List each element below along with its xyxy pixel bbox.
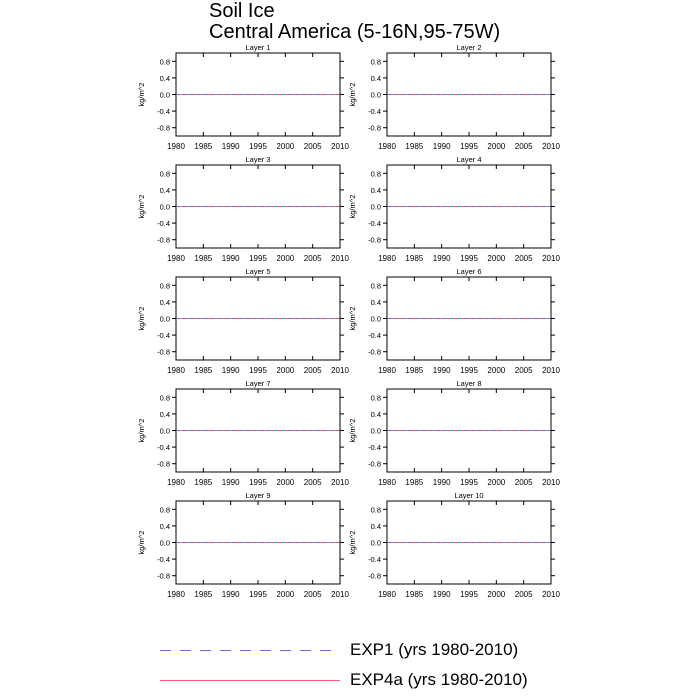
x-tick-label: 1995 <box>249 142 267 151</box>
x-tick-label: 1990 <box>432 142 451 151</box>
y-tick-label: -0.4 <box>157 219 170 229</box>
x-tick-label: 1985 <box>405 254 424 263</box>
x-tick-label: 1985 <box>405 478 424 487</box>
x-tick-label: 1990 <box>221 254 240 263</box>
y-tick-label: 0.0 <box>370 90 381 100</box>
y-tick-label: 0.0 <box>159 314 170 324</box>
y-tick-label: 0.4 <box>159 297 170 307</box>
y-axis-label: kg/m^2 <box>348 82 357 107</box>
panel-title: Layer 7 <box>245 379 271 388</box>
x-tick-label: 1985 <box>405 590 424 599</box>
x-tick-label: 2005 <box>514 478 533 487</box>
x-tick-label: 2005 <box>514 254 533 263</box>
x-tick-label: 1995 <box>460 590 478 599</box>
x-tick-label: 1985 <box>194 590 213 599</box>
y-tick-label: 0.4 <box>370 297 381 307</box>
panel-layer-6 <box>348 267 560 375</box>
legend-line-exp4a <box>160 679 342 682</box>
y-tick-label: 0.4 <box>159 185 170 195</box>
panel-layer-5 <box>137 267 349 375</box>
x-tick-label: 2010 <box>542 590 560 599</box>
x-tick-label: 1995 <box>249 478 267 487</box>
panel-title: Layer 6 <box>456 267 482 276</box>
panel-title: Layer 4 <box>456 155 482 164</box>
y-tick-label: -0.4 <box>368 219 381 229</box>
x-tick-label: 2010 <box>331 478 349 487</box>
x-tick-label: 2000 <box>276 142 295 151</box>
panel-title: Layer 2 <box>456 43 482 52</box>
y-tick-label: 0.8 <box>370 57 381 67</box>
x-tick-label: 2000 <box>276 366 295 375</box>
x-tick-label: 1990 <box>432 478 451 487</box>
x-tick-label: 2000 <box>487 254 506 263</box>
panel-layer-3 <box>137 155 349 263</box>
y-tick-label: 0.8 <box>370 281 381 291</box>
x-tick-label: 1980 <box>378 142 396 151</box>
figure-subtitle: Central America (5-16N,95-75W) <box>209 21 501 43</box>
y-tick-label: -0.4 <box>157 331 170 341</box>
y-tick-label: 0.8 <box>370 505 381 515</box>
x-tick-label: 2000 <box>276 478 295 487</box>
y-tick-label: -0.4 <box>368 331 381 341</box>
x-tick-label: 2005 <box>303 478 322 487</box>
y-axis-label: kg/m^2 <box>348 418 357 443</box>
x-tick-label: 1980 <box>167 590 185 599</box>
legend-line-exp1 <box>160 649 342 652</box>
y-axis-label: kg/m^2 <box>137 530 146 555</box>
y-tick-label: -0.8 <box>157 459 170 469</box>
x-tick-label: 1995 <box>460 142 478 151</box>
x-tick-label: 2010 <box>331 590 349 599</box>
y-tick-label: -0.8 <box>157 347 170 357</box>
y-axis-label: kg/m^2 <box>137 194 146 219</box>
legend-label-exp4a: EXP4a (yrs 1980-2010) <box>350 670 528 689</box>
y-axis-label: kg/m^2 <box>137 82 146 107</box>
x-tick-label: 1990 <box>432 590 451 599</box>
y-tick-label: 0.0 <box>370 202 381 212</box>
y-tick-label: 0.8 <box>159 505 170 515</box>
y-tick-label: 0.4 <box>370 409 381 419</box>
x-tick-label: 2005 <box>514 366 533 375</box>
legend-entry-exp1 <box>160 638 580 662</box>
x-tick-label: 1980 <box>167 478 185 487</box>
y-tick-label: -0.8 <box>368 235 381 245</box>
panel-title: Layer 9 <box>245 491 271 500</box>
y-tick-label: -0.4 <box>368 443 381 453</box>
x-tick-label: 2010 <box>331 254 349 263</box>
y-tick-label: -0.8 <box>368 459 381 469</box>
y-tick-label: 0.8 <box>159 57 170 67</box>
x-tick-label: 1990 <box>432 366 451 375</box>
y-tick-label: -0.8 <box>157 571 170 581</box>
x-tick-label: 1995 <box>249 366 267 375</box>
x-tick-label: 1995 <box>460 254 478 263</box>
y-tick-label: -0.4 <box>368 107 381 117</box>
panel-layer-4 <box>348 155 560 263</box>
panel-layer-9 <box>137 491 349 599</box>
y-tick-label: 0.4 <box>370 185 381 195</box>
y-tick-label: 0.8 <box>370 169 381 179</box>
x-tick-label: 1985 <box>194 478 213 487</box>
y-tick-label: 0.0 <box>159 202 170 212</box>
x-tick-label: 2010 <box>331 142 349 151</box>
x-tick-label: 1995 <box>460 366 478 375</box>
y-tick-label: -0.4 <box>157 443 170 453</box>
x-tick-label: 2010 <box>542 254 560 263</box>
x-tick-label: 2000 <box>276 590 295 599</box>
x-tick-label: 2000 <box>487 478 506 487</box>
y-tick-label: -0.4 <box>157 555 170 565</box>
x-tick-label: 1995 <box>249 590 267 599</box>
y-tick-label: 0.8 <box>370 393 381 403</box>
x-tick-label: 1990 <box>221 590 240 599</box>
y-tick-label: 0.4 <box>370 73 381 83</box>
x-tick-label: 1980 <box>378 254 396 263</box>
x-tick-label: 2000 <box>276 254 295 263</box>
y-tick-label: 0.0 <box>159 426 170 436</box>
y-tick-label: 0.4 <box>159 521 170 531</box>
x-tick-label: 1990 <box>221 366 240 375</box>
x-tick-label: 2010 <box>542 142 560 151</box>
x-tick-label: 1980 <box>378 478 396 487</box>
panel-title: Layer 3 <box>245 155 271 164</box>
x-tick-label: 2000 <box>487 590 506 599</box>
panel-title: Layer 5 <box>245 267 271 276</box>
x-tick-label: 1995 <box>460 478 478 487</box>
y-tick-label: -0.4 <box>157 107 170 117</box>
y-tick-label: 0.8 <box>159 281 170 291</box>
panel-layer-8 <box>348 379 560 487</box>
y-tick-label: -0.8 <box>157 235 170 245</box>
x-tick-label: 2000 <box>487 142 506 151</box>
legend-label-exp1: EXP1 (yrs 1980-2010) <box>350 640 519 659</box>
panel-layer-2 <box>348 43 560 151</box>
x-tick-label: 1990 <box>221 478 240 487</box>
x-tick-label: 2005 <box>303 254 322 263</box>
y-axis-label: kg/m^2 <box>137 418 146 443</box>
y-tick-label: 0.0 <box>370 314 381 324</box>
x-tick-label: 1980 <box>167 366 185 375</box>
y-axis-label: kg/m^2 <box>348 194 357 219</box>
x-tick-label: 1980 <box>378 590 396 599</box>
y-tick-label: 0.0 <box>159 90 170 100</box>
y-tick-label: -0.8 <box>368 123 381 133</box>
panel-layer-1 <box>137 43 349 151</box>
x-tick-label: 2005 <box>303 590 322 599</box>
x-tick-label: 2010 <box>542 478 560 487</box>
y-tick-label: -0.8 <box>368 347 381 357</box>
y-tick-label: -0.8 <box>157 123 170 133</box>
y-axis-label: kg/m^2 <box>137 306 146 331</box>
x-tick-label: 1980 <box>167 254 185 263</box>
y-tick-label: 0.8 <box>159 393 170 403</box>
panel-title: Layer 1 <box>245 43 271 52</box>
x-tick-label: 1995 <box>249 254 267 263</box>
x-tick-label: 2005 <box>514 142 533 151</box>
x-tick-label: 1990 <box>221 142 240 151</box>
x-tick-label: 1985 <box>194 142 213 151</box>
y-axis-label: kg/m^2 <box>348 306 357 331</box>
y-tick-label: 0.0 <box>159 538 170 548</box>
panel-layer-7 <box>137 379 349 487</box>
x-tick-label: 2005 <box>514 590 533 599</box>
y-tick-label: -0.8 <box>368 571 381 581</box>
y-tick-label: 0.4 <box>370 521 381 531</box>
x-tick-label: 2000 <box>487 366 506 375</box>
x-tick-label: 1980 <box>167 142 185 151</box>
figure-title: Soil Ice <box>209 0 275 22</box>
y-tick-label: -0.4 <box>368 555 381 565</box>
x-tick-label: 1985 <box>405 142 424 151</box>
x-tick-label: 1985 <box>405 366 424 375</box>
x-tick-label: 2010 <box>542 366 560 375</box>
y-tick-label: 0.8 <box>159 169 170 179</box>
x-tick-label: 2005 <box>303 142 322 151</box>
y-tick-label: 0.0 <box>370 538 381 548</box>
x-tick-label: 2005 <box>303 366 322 375</box>
y-axis-label: kg/m^2 <box>348 530 357 555</box>
y-tick-label: 0.4 <box>159 73 170 83</box>
panel-layer-10 <box>348 491 560 599</box>
x-tick-label: 2010 <box>331 366 349 375</box>
panel-title: Layer 10 <box>454 491 484 500</box>
y-tick-label: 0.0 <box>370 426 381 436</box>
x-tick-label: 1985 <box>194 366 213 375</box>
y-tick-label: 0.4 <box>159 409 170 419</box>
legend-entry-exp4a <box>160 668 580 692</box>
panel-title: Layer 8 <box>456 379 482 388</box>
x-tick-label: 1980 <box>378 366 396 375</box>
x-tick-label: 1990 <box>432 254 451 263</box>
x-tick-label: 1985 <box>194 254 213 263</box>
